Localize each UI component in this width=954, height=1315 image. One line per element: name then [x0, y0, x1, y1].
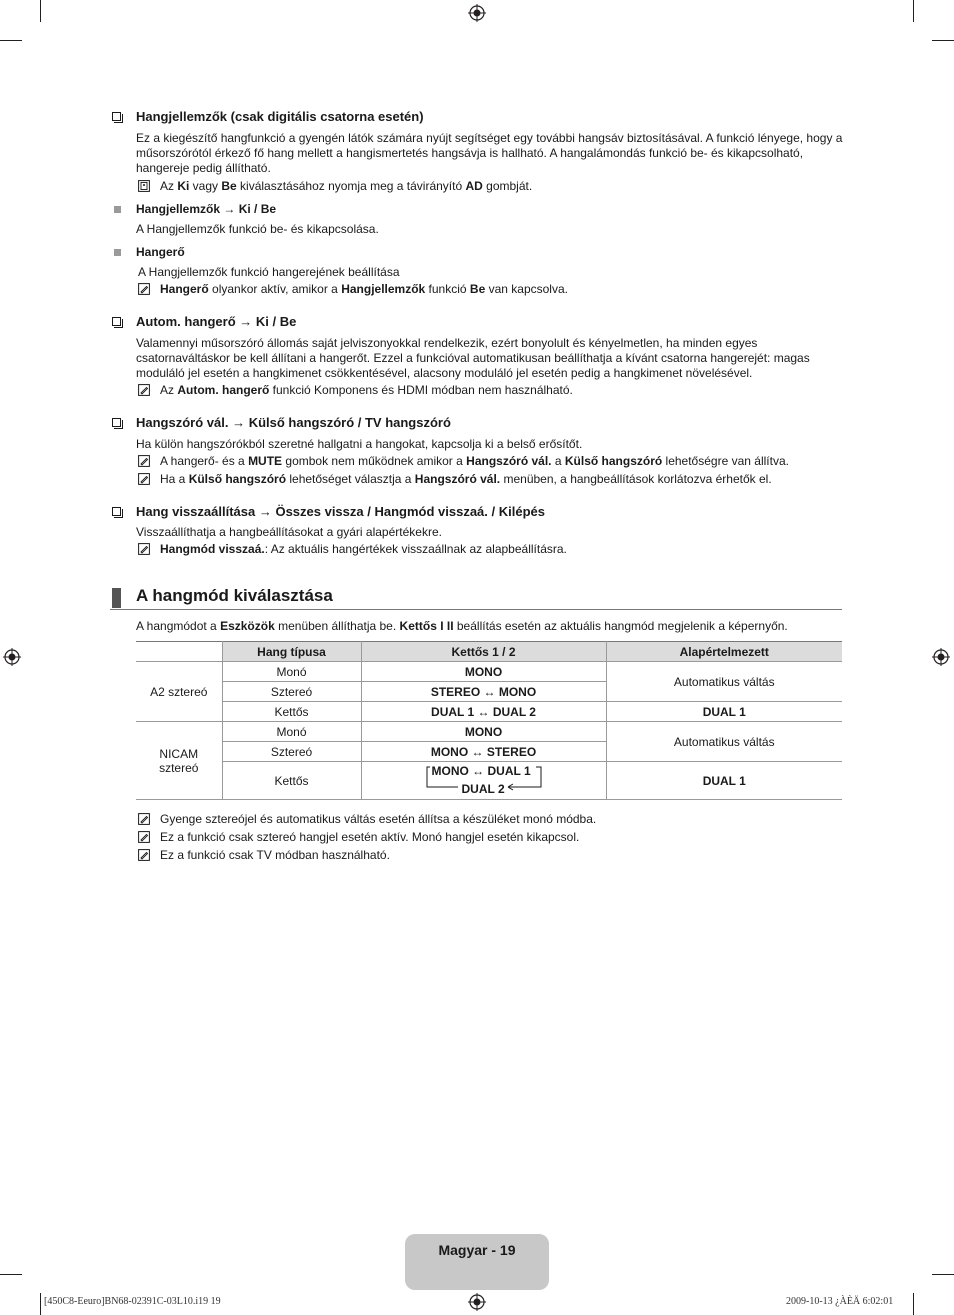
note-icon — [138, 473, 150, 485]
note-item: Ez a funkció csak TV módban használható. — [110, 846, 845, 864]
crop-mark — [40, 1293, 41, 1315]
crop-mark — [932, 1274, 954, 1275]
note-ad-button: Az Ki vagy Be kiválasztásához nyomja meg a távirányító AD gombját. — [110, 177, 845, 195]
crop-mark — [40, 0, 41, 22]
section-heading: Hangjellemzők (csak digitális csatorna esetén) — [110, 108, 845, 126]
sub-item-heading: Hangjellemzők → Ki / Be — [110, 201, 845, 217]
section-paragraph: Ha külön hangszórókból szeretné hallgatni a hangokat, kapcsolja ki a belső erősítőt. — [136, 437, 583, 451]
document-body — [110, 108, 845, 558]
table-cell: Automatikus váltás — [606, 722, 842, 762]
table-group-label: A2 sztereó — [136, 662, 222, 722]
bottom-notes — [110, 810, 845, 864]
dual-cycle-diagram: MONO ↔ DUAL 1 DUAL 2 — [424, 762, 544, 796]
section-audio-description — [110, 108, 845, 195]
note-reset: Hangmód visszaá.: Az aktuális hangértékek visszaállnak az alapbeállításra. — [110, 540, 845, 558]
page-number-tab: Magyar - 19 — [405, 1234, 549, 1290]
note-icon — [138, 831, 150, 843]
table-cell: DUAL 1 ↔ DUAL 2 — [361, 702, 606, 722]
table-cell: Monó — [222, 662, 361, 682]
table-cell: Monó — [222, 722, 361, 742]
table-header: Kettős 1 / 2 — [361, 642, 606, 662]
main-section-title: A hangmód kiválasztása — [110, 585, 842, 610]
title-bar-marker — [112, 588, 121, 608]
crop-mark — [0, 40, 22, 41]
table-row — [136, 762, 842, 800]
registration-mark-icon — [468, 1293, 486, 1311]
table-header: Hang típusa — [222, 642, 361, 662]
sound-mode-table — [136, 641, 842, 800]
intro-paragraph: A hangmódot a Eszközök menüben állíthatja be. Kettős I II beállítás esetén az aktuális hangmód megjelenik a képernyőn. — [136, 619, 788, 633]
table-cell: MONO — [361, 722, 606, 742]
table-header: Alapértelmezett — [606, 642, 842, 662]
print-timestamp: 2009-10-13 ¿ÀÈÄ 6:02:01 — [786, 1296, 894, 1307]
note-icon — [138, 455, 150, 467]
note-icon — [138, 283, 150, 295]
sub-item-text: A Hangjellemzők funkció hangerejének beállítása — [138, 265, 400, 279]
note-icon — [138, 384, 150, 396]
crop-mark — [913, 0, 914, 22]
section-paragraph: Valamennyi műsorszóró állomás saját jelviszonyokkal rendelkezik, ezért bonyolult és kényelmetlen, ha minden egyes csatornaváltáskor be kell állítani a hangerőt. Ezzel a funkcióval automatikusan beállíthatja a kívánt csatorna hangerejét: magas moduláló jel esetén a hangkimenet csökkentésével, alacsony moduláló jel esetén pedig a hangkimenet növelésével. — [136, 336, 810, 380]
section-paragraph: Visszaállíthatja a hangbeállításokat a gyári alapértékekre. — [136, 525, 442, 539]
section-heading: Hangszóró vál. → Külső hangszóró / TV hangszóró — [110, 414, 845, 432]
section-paragraph: Ez a kiegészítő hangfunkció a gyengén látók számára nyújt segítséget egy további hangsáv biztosításával. A funkció lényege, hogy a műsorszórótól érkező fő hang mellett a hangismertetés hangsávja is hallható. A hangalámondás funkció be- és kikapcsolható, hangereje pedig állítható. — [136, 131, 843, 175]
table-row — [136, 702, 842, 722]
crop-mark — [0, 1274, 22, 1275]
table-cell: DUAL 1 — [606, 702, 842, 722]
section-heading: Autom. hangerő → Ki / Be — [110, 313, 845, 331]
table-cell: STEREO ↔ MONO — [361, 682, 606, 702]
checkbox-bullet-icon — [112, 507, 121, 516]
remote-icon — [138, 180, 150, 192]
section-heading: Hang visszaállítása → Összes vissza / Hangmód visszaá. / Kilépés — [110, 503, 845, 521]
table-cell: Sztereó — [222, 682, 361, 702]
table-header-row — [136, 642, 842, 662]
note-speaker-1: A hangerő- és a MUTE gombok nem működnek amikor a Hangszóró vál. a Külső hangszóró lehetőségre van állítva. — [110, 452, 845, 470]
table-group-label: NICAM sztereó — [136, 722, 222, 800]
checkbox-bullet-icon — [112, 418, 121, 427]
table-row — [136, 722, 842, 742]
crop-mark — [913, 1293, 914, 1315]
note-item: Ez a funkció csak sztereó hangjel esetén aktív. Monó hangjel esetén kikapcsol. — [110, 828, 845, 846]
registration-mark-icon — [468, 4, 486, 22]
table-cell: Sztereó — [222, 742, 361, 762]
table-header-empty — [136, 642, 222, 662]
note-icon — [138, 849, 150, 861]
table-cell: MONO ↔ STEREO — [361, 742, 606, 762]
note-volume: Hangerő olyankor aktív, amikor a Hangjellemzők funkció Be van kapcsolva. — [110, 280, 845, 298]
sub-item-text: A Hangjellemzők funkció be- és kikapcsolása. — [136, 222, 379, 236]
table-row — [136, 662, 842, 682]
note-icon — [138, 543, 150, 555]
registration-mark-icon — [932, 648, 950, 666]
crop-mark — [932, 40, 954, 41]
table-cell: Automatikus váltás — [606, 662, 842, 702]
table-cell: DUAL 1 — [606, 762, 842, 800]
note-autom: Az Autom. hangerő funkció Komponens és HDMI módban nem használható. — [110, 381, 845, 399]
table-cell-cycle — [361, 762, 606, 800]
table-cell: Kettős — [222, 702, 361, 722]
table-cell: Kettős — [222, 762, 361, 800]
sub-item-heading: Hangerő — [110, 244, 845, 260]
checkbox-bullet-icon — [112, 112, 121, 121]
note-icon — [138, 813, 150, 825]
table-cell: MONO — [361, 662, 606, 682]
file-reference: [450C8-Eeuro]BN68-02391C-03L10.i19 19 — [44, 1296, 221, 1307]
note-speaker-2: Ha a Külső hangszóró lehetőséget választja a Hangszóró vál. menüben, a hangbeállítások korlátozva érhetők el. — [110, 470, 845, 488]
registration-mark-icon — [3, 648, 21, 666]
checkbox-bullet-icon — [112, 317, 121, 326]
note-item: Gyenge sztereójel és automatikus váltás esetén állítsa a készüléket monó módba. — [110, 810, 845, 828]
